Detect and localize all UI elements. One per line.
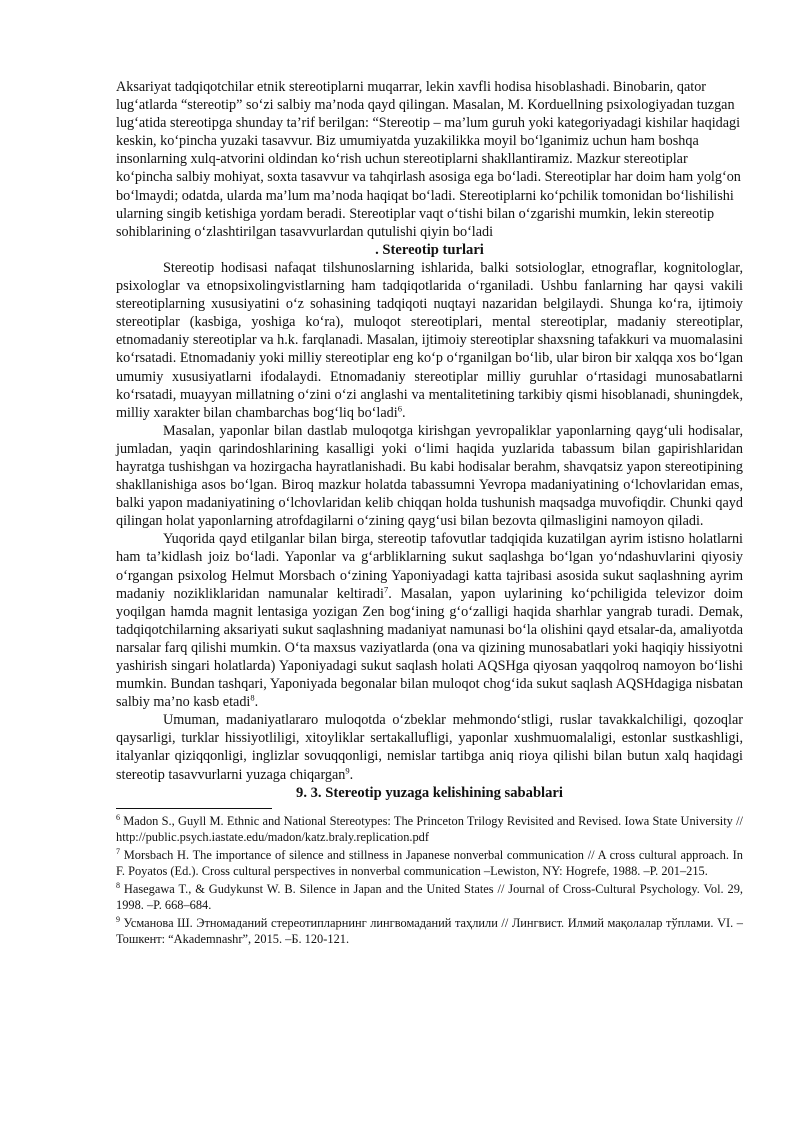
footnote-text: Hasegawa T., & Gudykunst W. B. Silence in Japan and the United States // Journal of Cross-Cultural Psychology. Vol. 29, 1998. –P. 668–684. [116,881,743,912]
footnote-divider [116,808,272,809]
paragraph-end: . [349,766,354,783]
paragraph-silence [116,530,743,711]
footnote-8 [116,881,743,913]
section-heading-stereotype-types: . Stereotip turlari [375,241,484,258]
paragraph-end: . [401,404,406,421]
footnote-6 [116,813,743,845]
footnote-number: 8 [116,880,120,890]
footnote-text: Madon S., Guyll M. Ethnic and National Stereotypes: The Princeton Trilogy Revisited and Revised. Iowa State University // http://public.psych.iastate.edu/madon/katz.braly.replication.pdf [116,813,743,844]
paragraph-end: . [254,694,259,711]
footnote-number: 6 [116,812,120,822]
footnote-text: Усманова Ш. Этномаданий стереотипларнинг лингвомаданий таҳлили // Лингвист. Илмий мақолалар тўплами. VI. –Тошкент: “Akademnashr”, 2015. –Б. 120-121. [116,915,743,946]
paragraph-national-traits [116,711,743,783]
intro-paragraph: Aksariyat tadqiqotchilar etnik stereotiplarni muqarrar, lekin xavfli hodisa hisoblashadi. Binobarin, qator lugʻatlarda “stereotip” soʻzi salbiy ma’noda qayd qilingan. Masalan, M. Korduellning psixologiyadan tuzgan lugʻatida stereotipga shunday ta’rif berilgan: “Stereotip – ma’lum guruh yoki kategoriyadagi kishilar haqidagi keskin, koʻpincha yuzaki tasavvur. Biz umumiyatda yuzakilikka moyil boʻlganimiz uchun ham boshqa insonlarning xulq-atvorini oldindan koʻrish uchun stereotiplarni shakllantiramiz. Mazkur stereotiplar koʻpincha salbiy mohiyat, soxta tasavvur va tahqirlash asosiga ega boʻladi. Stereotiplar har doim ham yolgʻon boʻlmaydi; odatda, ularda ma’lum ma’noda haqiqat boʻladi. Stereotiplarni koʻpchilik tomonidan boʻlishilishi ularning singib ketishiga yordam beradi. Stereotiplar vaqt oʻtishi bilan oʻzgarishi mumkin, lekin stereotip sohiblarining oʻzlashtirilgan tasavvurlardan qutulishi qiyin boʻladi [116,79,741,240]
paragraph-text: . Masalan, yapon uylarining koʻpchiligida televizor doim yoqilgan hamda magnit lentasiga yozigan Zen bogʻining gʻoʻzalligi haqida sharhlar yangrab turadi. Demak, tadqiqotchilarning aksariyati sukut saqlashning madaniyat namunasi boʻla olishini qayd etsalar-da, amaliyotda narsalar farq qilishi mumkin. Oʻta maxsus vaziyatlarda (ona va qizining munosabatlari yoki haqiqiy hissiyotni yashirish singari holatlarda) Yaponiyadagi sukut saqlash holati AQSHga qiyosan yaqqolroq namoyon boʻlishi mumkin. Bundan tashqari, Yaponiyada begonalar bilan muloqot chogʻida sukut saqlash AQSHdagiga nisbatan salbiy ma’no kasb etadi [116,585,743,711]
paragraph-stereotype-fields [116,259,743,422]
footnote-7 [116,847,743,879]
paragraph-text: Yuqorida qayd etilganlar bilan birga, stereotip tafovutlar tadqiqida kuzatilgan ayrim istisno holatlarni ham ta’kidlash joiz boʻladi. Yaponlar va gʻarbliklarning sukut saqlashga boʻlgan yoʻndashuvlarini qiyosiy oʻrgangan psixolog Helmut Morsbach oʻzining Yaponiyadagi katta tajribasi asosida sukut saqlashning ayrim madaniy nozikliklaridan namunalar keltiradi [116,531,743,602]
footnote-text: Morsbach H. The importance of silence and stillness in Japanese nonverbal communication // A cross cultural approach. In F. Poyatos (Ed.). Cross cultural perspectives in nonverbal communication –Lewiston, NY: Hogrefe, 1988. –P. 201–215. [116,847,743,878]
footnote-ref-6[interactable]: 6 [397,402,402,413]
paragraph-text: Stereotip hodisasi nafaqat tilshunoslarning ishlarida, balki sotsiologlar, etnograflar, kognitologlar, psixologlar va etnopsixolingvistlarning ham tadqiqotlarida oʻrganiladi. Ushbu fanlarning har qaysi vakili stereotiplarning xususiyatini oʻz sohasining tadqiqoti nuqtayi nazaridan belgilaydi. Shunga koʻra, ijtimoiy stereotiplar (kasbiga, yoshiga koʻra), muloqot stereotiplari, mental stereotiplar, madaniy stereotiplar, etnomadaniy stereotiplar va h.k. farqlanadi. Masalan, ijtimoiy stereotiplar shaxsning tafakkuri va muomalasini koʻrsatadi. Etnomadaniy yoki milliy stereotiplar eng koʻp oʻrganilgan boʻlib, ular biron bir xalqqa xos boʻlgan umumiy xususiyatlarni ifodalaydi. Etnomadaniy stereotiplar milliy guruhlar oʻrtasidagi munosabatlarni koʻrsatadi, muayyan millatning oʻzini oʻzi anglashi va mentalitetining tarkibiy qismi hisoblanadi, shuningdek, milliy xarakter bilan chambarchas bogʻliq boʻladi [116,259,743,421]
footnotes [116,813,743,947]
footnote-9 [116,915,743,947]
section-heading-stereotype-causes: 9. 3. Stereotip yuzaga kelishining sabablari [296,784,563,801]
footnote-ref-8[interactable]: 8 [250,692,255,703]
footnote-number: 7 [116,846,120,856]
footnote-ref-9[interactable]: 9 [345,764,350,775]
footnote-number: 9 [116,914,120,924]
paragraph-text: Umuman, madaniyatlararo muloqotda oʻzbeklar mehmondoʻstligi, ruslar tavakkalchiligi, qozoqlar qaysarligi, turklar hissiyotliligi, xitoyliklar sertakallufligi, yaponlar xushmuomalaligi, estonlar sustkashligi, italyanlar qiziqqonligi, inglizlar sovuqqonligi, nemislar tartibga aniq rioya qilishi bilan butun xalq haqidagi stereotip tasavvurlarni yuzaga chiqargan [116,712,743,783]
paragraph-japanese-smile: Masalan, yaponlar bilan dastlab muloqotga kirishgan yevropaliklar yaponlarning qaygʻuli hodisalar, jumladan, yaqin qarindoshlarining kasalligi yoki oʻlimi haqida yuzlarida tabassum bilan gapirishlaridan hayratga tushishgan va hozirgacha hayratlanishadi. Bu kabi hodisalar berahm, shavqatsiz yapon stereotipining shakllanishiga asos boʻlgan. Biroq mazkur holatda tabassumni Yevropa madaniyatining oʻlchovlaridan emas, balki yapon madaniyatining oʻlchovlaridan kelib chiqqan holda tushunish maqsadga muvofiqdir. Chunki qayd qilingan holat yaponlarning atrofdagilarni oʻzining qaygʻusi bilan bezovta qilmasligini namoyon qiladi. [116,422,743,530]
footnote-ref-7[interactable]: 7 [383,583,389,594]
